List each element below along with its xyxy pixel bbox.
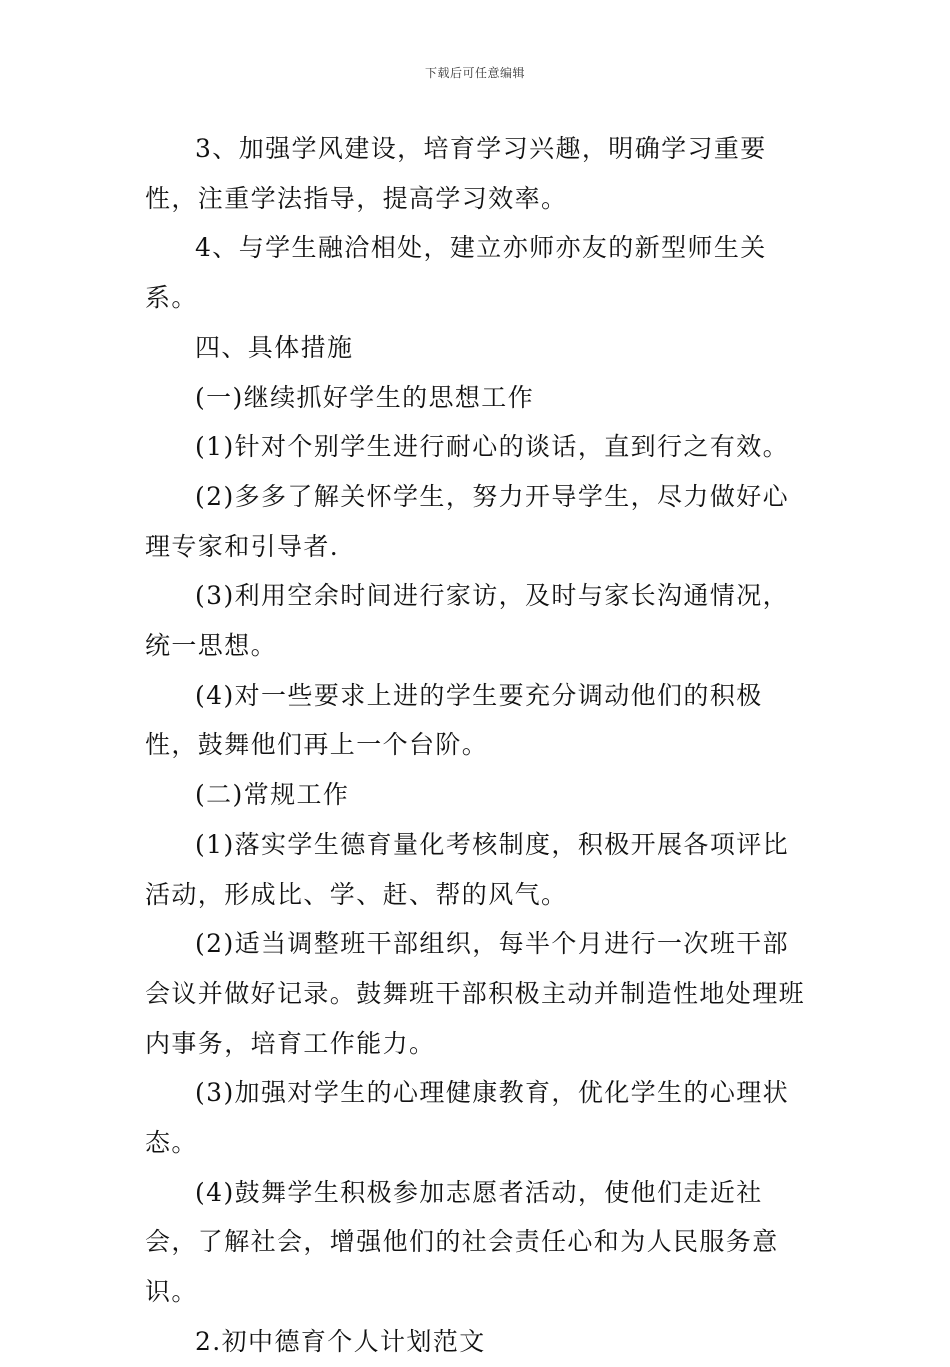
list-item-mental-health: (3)加强对学生的心理健康教育，优化学生的心理状态。 xyxy=(145,1078,790,1158)
list-item-home-visits: (3)利用空余时间进行家访，及时与家长沟通情况，统一思想。 xyxy=(145,581,790,661)
subsection-heading-ideological-work: (一)继续抓好学生的思想工作 xyxy=(195,382,535,412)
list-item-assessment: (1)落实学生德育量化考核制度，积极开展各项评比活动，形成比、学、赶、帮的风气。 xyxy=(145,829,790,909)
section-heading-measures: 四、具体措施 xyxy=(195,332,354,362)
list-item-class-cadres: (2)适当调整班干部组织，每半个月进行一次班干部会议并做好记录。鼓舞班干部积极主动并制造性地处理班内事务，培育工作能力。 xyxy=(145,929,806,1058)
page-header-note: 下载后可任意编辑 xyxy=(424,66,525,80)
section-heading-plan-sample: 2.初中德育个人计划范文 xyxy=(195,1326,486,1356)
list-item-talks: (1)针对个别学生进行耐心的谈话，直到行之有效。 xyxy=(195,432,790,462)
list-item-volunteering: (4)鼓舞学生积极参加志愿者活动，使他们走近社会，了解社会，增强他们的社会责任心和为人民服务意识。 xyxy=(145,1177,779,1307)
list-item-care: (2)多多了解关怀学生，努力开导学生，尽力做好心理专家和引导者. xyxy=(145,481,790,561)
subsection-heading-routine-work: (二)常规工作 xyxy=(195,780,350,810)
paragraph-teacher-student-relation: 4、与学生融洽相处，建立亦师亦友的新型师生关系。 xyxy=(145,233,767,313)
document-body xyxy=(145,124,810,1367)
paragraph-study-style: 3、加强学风建设，培育学习兴趣，明确学习重要性，注重学法指导，提高学习效率。 xyxy=(145,134,767,213)
list-item-motivation: (4)对一些要求上进的学生要充分调动他们的积极性，鼓舞他们再上一个台阶。 xyxy=(145,680,763,760)
